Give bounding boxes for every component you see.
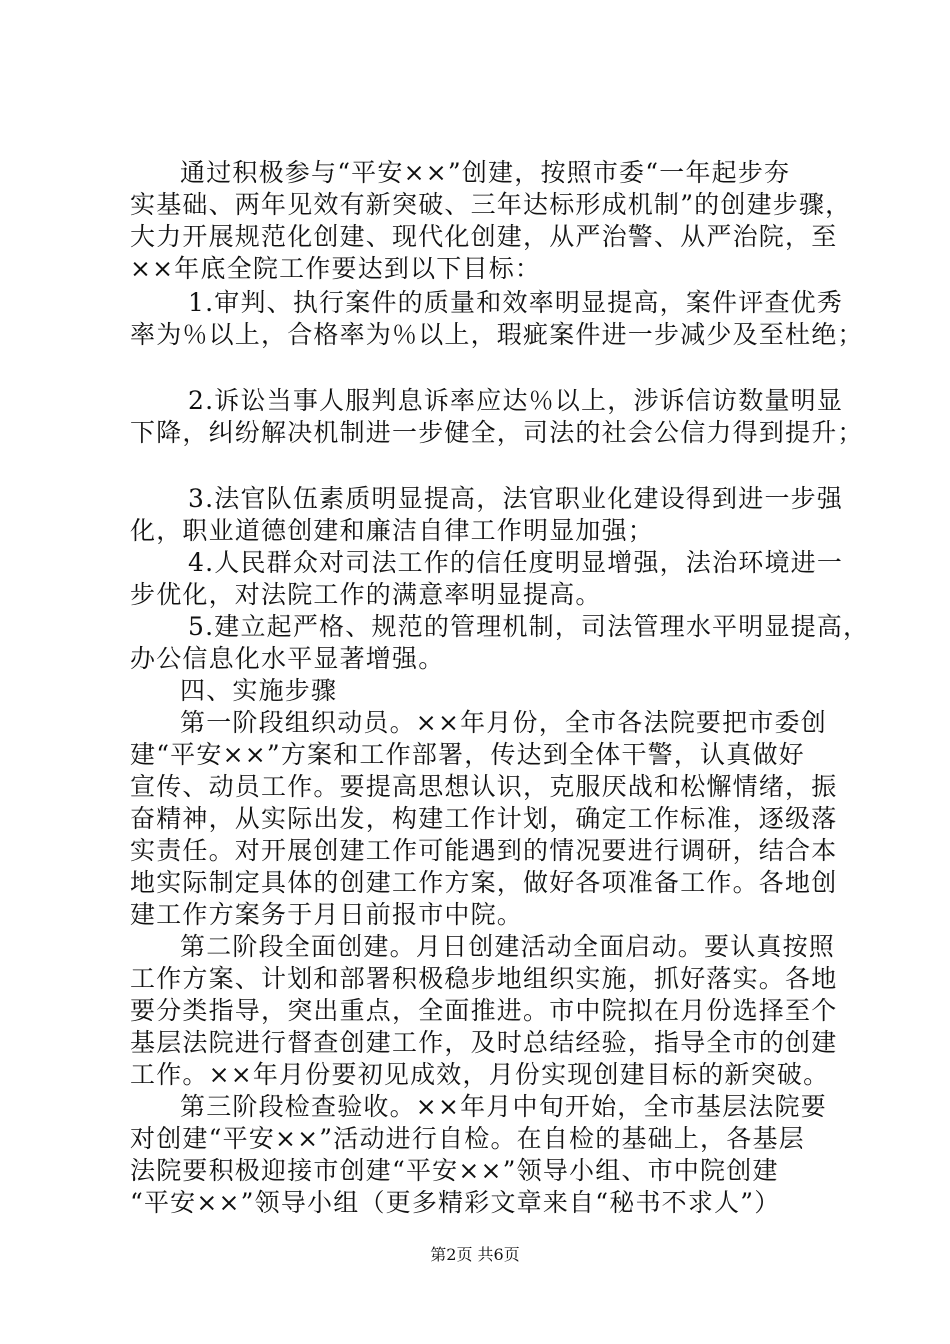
list-item-line: 1.审判、执行案件的质量和效率明显提高，案件评查优秀 (188, 288, 844, 317)
list-item-line: 化，职业道德创建和廉洁自律工作明显加强； (130, 516, 655, 545)
paragraph-line: 奋精神，从实际出发，构建工作计划，确定工作标准，逐级落 (130, 804, 838, 833)
paragraph-line: 实责任。对开展创建工作可能遇到的情况要进行调研，结合本 (130, 836, 838, 865)
paragraph-line: 要分类指导，突出重点，全面推进。市中院拟在月份选择至个 (130, 996, 838, 1025)
paragraph-line: 实基础、两年见效有新突破、三年达标形成机制”的创建步骤， (130, 190, 852, 219)
paragraph-line: 法院要积极迎接市创建“平安××”领导小组、市中院创建 (130, 1156, 779, 1185)
list-item-line: 办公信息化水平显著增强。 (130, 644, 445, 673)
list-item-line: 下降，纠纷解决机制进一步健全，司法的社会公信力得到提升； (130, 418, 864, 447)
paragraph-line: 大力开展规范化创建、现代化创建，从严治警、从严治院，至 (130, 222, 838, 251)
paragraph-line: 工作方案、计划和部署积极稳步地组织实施，抓好落实。各地 (130, 964, 838, 993)
section-heading: 四、实施步骤 (180, 676, 338, 705)
list-item-line: 5.建立起严格、规范的管理机制，司法管理水平明显提高， (188, 612, 870, 641)
list-item-line: 3.法官队伍素质明显提高，法官职业化建设得到进一步强 (188, 484, 844, 513)
paragraph-line: 第二阶段全面创建。月日创建活动全面启动。要认真按照 (180, 932, 836, 961)
paragraph-line: 宣传、动员工作。要提高思想认识，克服厌战和松懈情绪，振 (130, 772, 838, 801)
paragraph-line: 第一阶段组织动员。××年月份，全市各法院要把市委创 (180, 708, 827, 737)
paragraph-line: 基层法院进行督查创建工作，及时总结经验，指导全市的创建 (130, 1028, 838, 1057)
list-item-line: 率为％以上，合格率为％以上，瑕疵案件进一步减少及至杜绝； (130, 320, 864, 349)
list-item-line: 步优化，对法院工作的满意率明显提高。 (130, 580, 602, 609)
paragraph-line: 第三阶段检查验收。××年月中旬开始，全市基层法院要 (180, 1092, 827, 1121)
list-item-line: 4.人民群众对司法工作的信任度明显增强，法治环境进一 (188, 548, 844, 577)
paragraph-line: 建“平安××”方案和工作部署，传达到全体干警，认真做好 (130, 740, 805, 769)
paragraph-line: 建工作方案务于月日前报市中院。 (130, 900, 524, 929)
paragraph-line: 工作。××年月份要初见成效，月份实现创建目标的新突破。 (130, 1060, 830, 1089)
paragraph-line: “平安××”领导小组（更多精彩文章来自“秘书不求人”） (130, 1188, 781, 1217)
paragraph-line: 地实际制定具体的创建工作方案，做好各项准备工作。各地创 (130, 868, 838, 897)
list-item-line: 2.诉讼当事人服判息诉率应达％以上，涉诉信访数量明显 (188, 386, 844, 415)
paragraph-line: 对创建“平安××”活动进行自检。在自检的基础上，各基层 (130, 1124, 805, 1153)
paragraph-line: 通过积极参与“平安××”创建，按照市委“一年起步夯 (180, 158, 791, 187)
page-number-footer: 第2页 共6页 (430, 1245, 520, 1264)
paragraph-line: ××年底全院工作要达到以下目标： (130, 254, 542, 283)
